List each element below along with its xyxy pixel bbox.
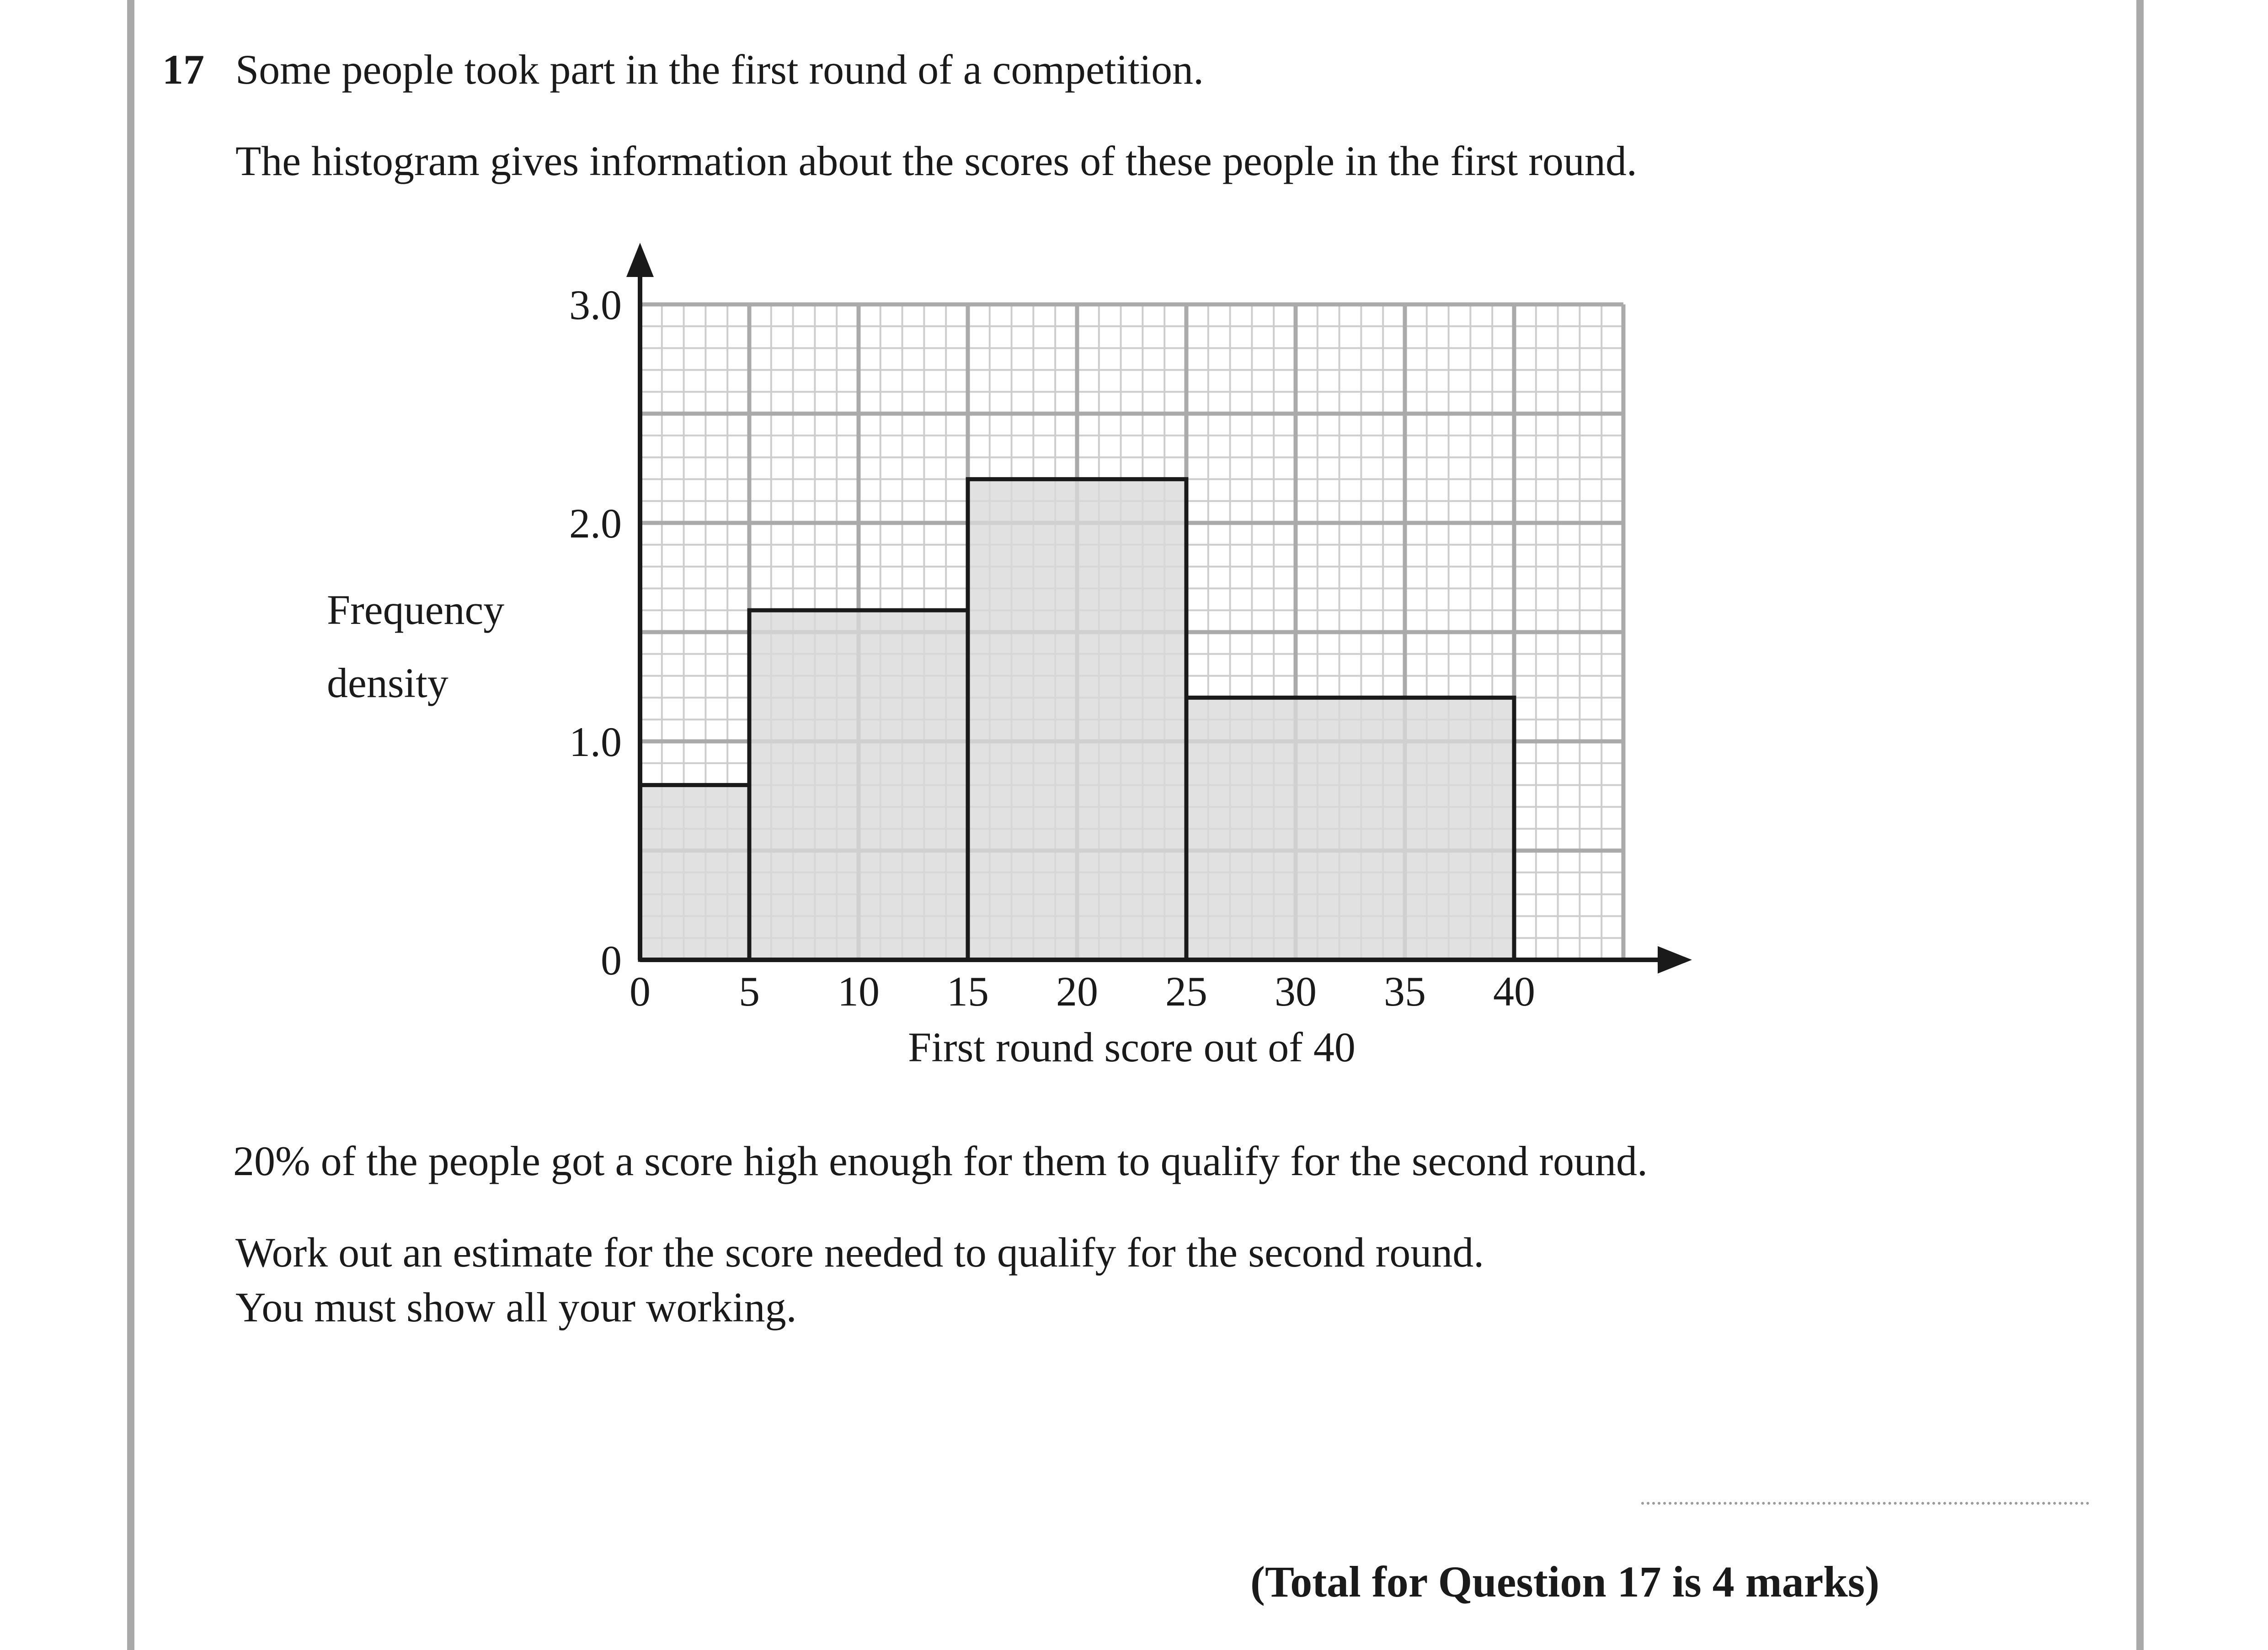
question-number: 17 [162, 46, 204, 93]
x-axis-arrow [1658, 946, 1692, 974]
histogram-bar-fill [640, 785, 749, 960]
y-tick-label: 2.0 [569, 500, 622, 547]
x-tick-label: 10 [838, 968, 880, 1015]
y-axis-arrow [626, 243, 654, 277]
y-axis-label: Frequency [327, 586, 505, 633]
x-tick-label: 20 [1056, 968, 1098, 1015]
y-tick-label: 1.0 [569, 719, 622, 765]
x-tick-label: 35 [1384, 968, 1426, 1015]
answer-line[interactable] [1641, 1502, 2089, 1505]
histogram-bar-fill [968, 479, 1186, 960]
y-tick-label: 0 [601, 937, 622, 984]
y-tick-label: 3.0 [569, 282, 622, 328]
instruction-text: You must show all your working. [235, 1284, 797, 1331]
x-tick-label: 40 [1493, 968, 1535, 1015]
question-intro: Some people took part in the first round of a competition. [235, 46, 1204, 93]
x-axis-label: First round score out of 40 [908, 1024, 1355, 1070]
task-text: Work out an estimate for the score needed to qualify for the second round. [235, 1229, 1484, 1276]
histogram-bar-fill [1186, 697, 1514, 960]
x-tick-label: 5 [739, 968, 760, 1015]
y-axis-label: density [327, 660, 448, 706]
x-tick-label: 25 [1165, 968, 1207, 1015]
x-tick-label: 30 [1275, 968, 1317, 1015]
histogram-description: The histogram gives information about the scores of these people in the first round. [235, 138, 1637, 184]
qualify-text: 20% of the people got a score high enough for them to qualify for the second round. [233, 1138, 1648, 1184]
x-tick-label: 15 [947, 968, 989, 1015]
x-tick-label: 0 [630, 968, 651, 1015]
histogram-bar-fill [749, 610, 968, 960]
total-marks: (Total for Question 17 is 4 marks) [1250, 1557, 1880, 1606]
